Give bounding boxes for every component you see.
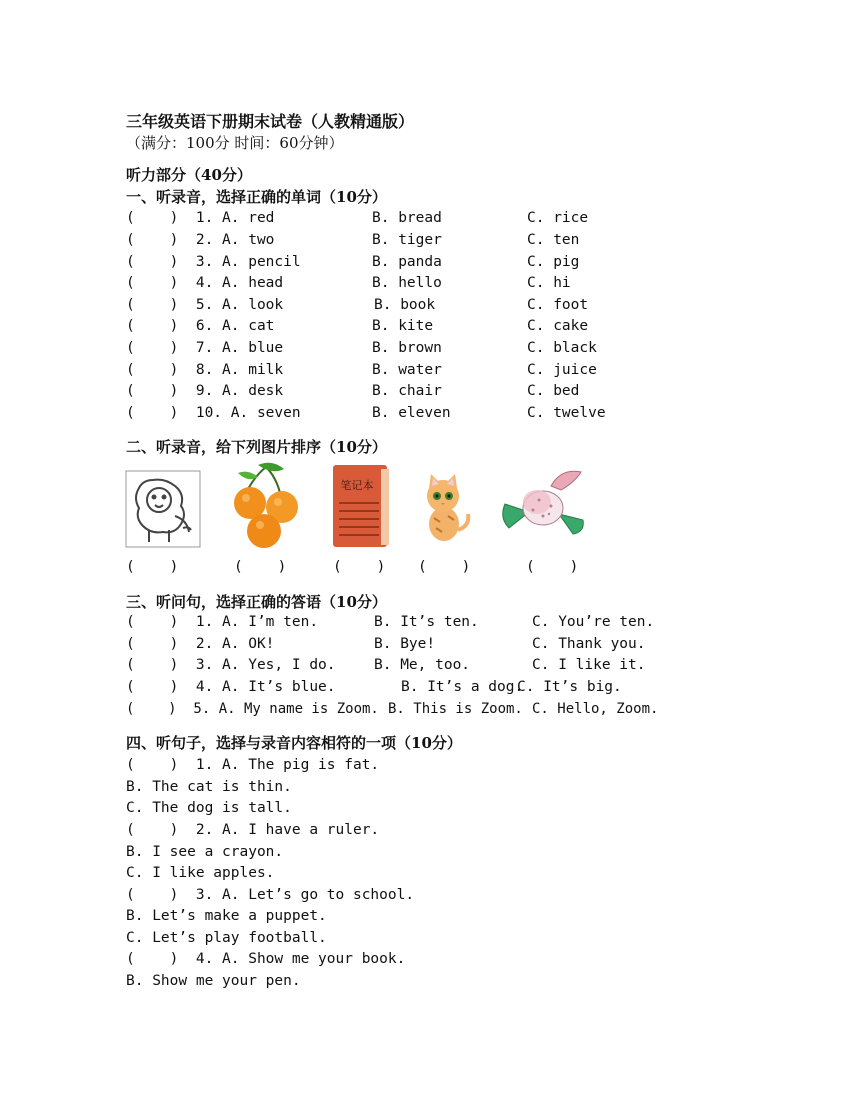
section4-line: B. The cat is thin. (126, 779, 292, 795)
row-lead: ( ) 4. A. It’s blue. (126, 679, 336, 695)
answer-blank[interactable]: ( ) (526, 559, 579, 575)
option-b: B. eleven (372, 405, 451, 421)
lion-image (125, 470, 201, 548)
option-c: C. Hello, Zoom. (532, 701, 659, 717)
exam-title: 三年级英语下册期末试卷（人教精通版） (126, 112, 415, 131)
row-lead: ( ) 7. A. blue (126, 340, 284, 356)
oranges-image (228, 461, 304, 551)
notebook-image (329, 463, 393, 549)
answer-blank[interactable]: ( ) (418, 559, 471, 575)
answer-blank[interactable]: ( ) (333, 559, 386, 575)
section4-line: ( ) 1. A. The pig is fat. (126, 757, 380, 773)
option-b: B. It’s a dog. (401, 679, 524, 695)
listening-part-heading: 听力部分（40分） (126, 166, 252, 184)
option-b: B. panda (372, 254, 442, 270)
candy-image (499, 466, 589, 536)
section4-line: B. Let’s make a puppet. (126, 908, 327, 924)
row-lead: ( ) 9. A. desk (126, 383, 284, 399)
option-b: B. This is Zoom. (388, 701, 523, 717)
row-lead: ( ) 2. A. two (126, 232, 275, 248)
section4-line: C. Let’s play football. (126, 930, 327, 946)
option-c: C. ten (527, 232, 580, 248)
option-b: B. book (374, 297, 436, 313)
row-lead: ( ) 3. A. pencil (126, 254, 301, 270)
section4-line: B. Show me your pen. (126, 973, 301, 989)
answer-blank[interactable]: ( ) (126, 559, 179, 575)
option-c: C. I like it. (532, 657, 646, 673)
row-lead: ( ) 1. A. red (126, 210, 275, 226)
section4-line: ( ) 2. A. I have a ruler. (126, 822, 380, 838)
option-c: C. black (527, 340, 597, 356)
exam-subtitle: （满分：100分 时间：60分钟） (126, 134, 344, 152)
option-b: B. tiger (372, 232, 442, 248)
row-lead: ( ) 6. A. cat (126, 318, 275, 334)
section1-heading: 一、听录音，选择正确的单词（10分） (126, 188, 387, 206)
section4-line: C. I like apples. (126, 865, 275, 881)
option-c: C. It’s big. (517, 679, 622, 695)
option-c: C. rice (527, 210, 589, 226)
option-c: C. foot (527, 297, 589, 313)
row-lead: ( ) 4. A. head (126, 275, 284, 291)
option-c: C. Thank you. (532, 636, 646, 652)
section4-line: ( ) 4. A. Show me your book. (126, 951, 406, 967)
cat-image (414, 470, 472, 544)
option-b: B. water (372, 362, 442, 378)
option-b: B. brown (372, 340, 442, 356)
notebook-label: 笔记本 (340, 479, 374, 492)
option-c: C. hi (527, 275, 571, 291)
section4-line: C. The dog is tall. (126, 800, 292, 816)
option-c: C. twelve (527, 405, 606, 421)
option-c: C. cake (527, 318, 589, 334)
row-lead: ( ) 10. A. seven (126, 405, 301, 421)
section3-heading: 三、听问句，选择正确的答语（10分） (126, 593, 387, 611)
option-b: B. kite (372, 318, 434, 334)
option-c: C. pig (527, 254, 580, 270)
row-lead: ( ) 5. A. look (126, 297, 284, 313)
option-b: B. Bye! (374, 636, 436, 652)
option-b: B. hello (372, 275, 442, 291)
row-lead: ( ) 5. A. My name is Zoom. (126, 701, 379, 717)
option-b: B. bread (372, 210, 442, 226)
row-lead: ( ) 1. A. I’m ten. (126, 614, 319, 630)
option-c: C. juice (527, 362, 597, 378)
section2-heading: 二、听录音，给下列图片排序（10分） (126, 438, 387, 456)
option-b: B. It’s ten. (374, 614, 479, 630)
row-lead: ( ) 3. A. Yes, I do. (126, 657, 336, 673)
section4-heading: 四、听句子，选择与录音内容相符的一项（10分） (126, 734, 462, 752)
section4-line: B. I see a crayon. (126, 844, 284, 860)
option-b: B. chair (372, 383, 442, 399)
row-lead: ( ) 2. A. OK! (126, 636, 275, 652)
option-c: C. bed (527, 383, 580, 399)
row-lead: ( ) 8. A. milk (126, 362, 284, 378)
option-b: B. Me, too. (374, 657, 471, 673)
answer-blank[interactable]: ( ) (234, 559, 287, 575)
section4-line: ( ) 3. A. Let’s go to school. (126, 887, 415, 903)
option-c: C. You’re ten. (532, 614, 655, 630)
